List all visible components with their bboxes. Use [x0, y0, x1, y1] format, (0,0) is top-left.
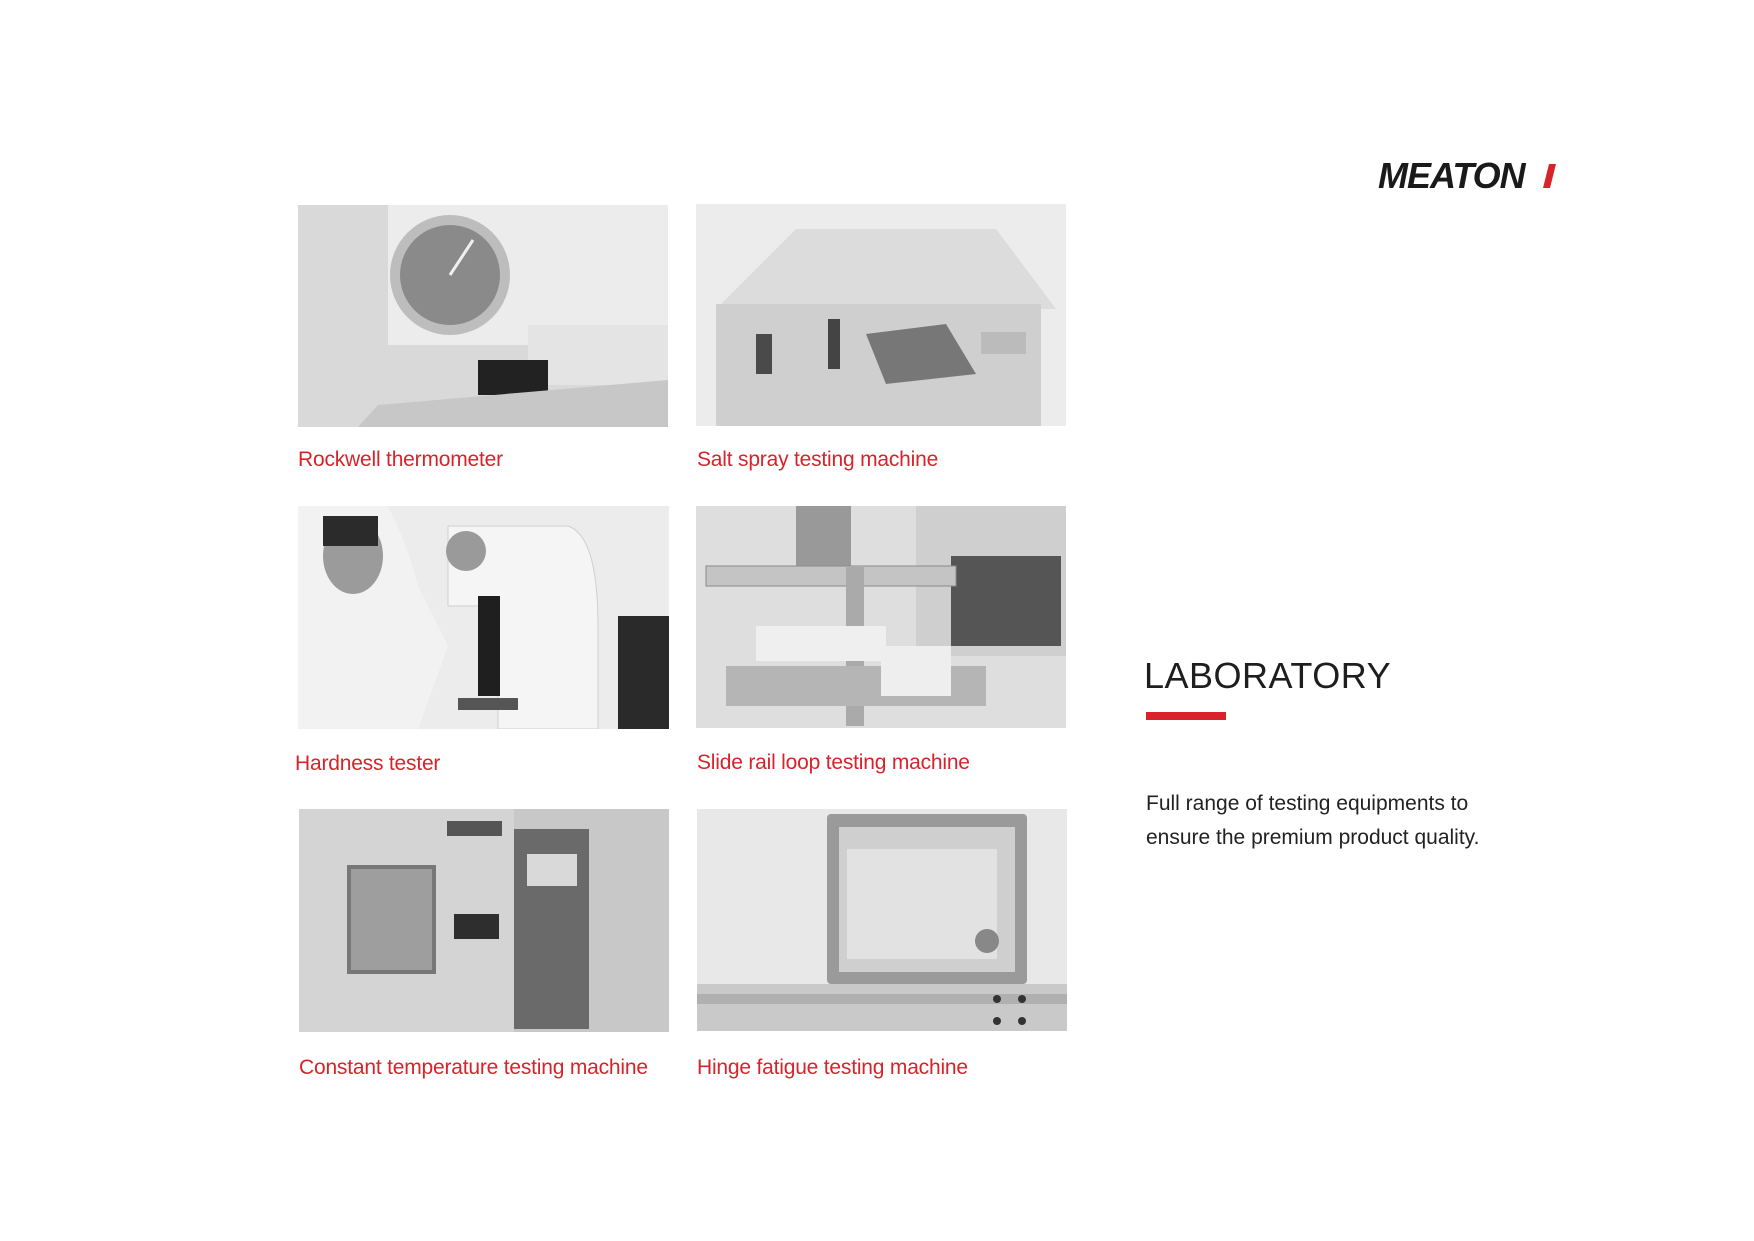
meaton-logo	[1378, 156, 1558, 196]
equipment-caption: Constant temperature testing machine	[299, 1056, 648, 1079]
description-line: Full range of testing equipments to	[1146, 792, 1469, 815]
hardness-tester-photo	[298, 506, 669, 729]
equipment-caption: Rockwell thermometer	[298, 448, 503, 471]
title-underline	[1146, 712, 1226, 720]
section-description	[1146, 787, 1546, 855]
description-line: ensure the premium product quality.	[1146, 826, 1480, 849]
section-title: LABORATORY	[1144, 655, 1392, 696]
slide-rail-machine-photo	[696, 506, 1066, 728]
constant-temperature-machine-photo	[299, 809, 669, 1032]
salt-spray-machine-photo	[696, 204, 1066, 426]
equipment-caption: Hinge fatigue testing machine	[697, 1056, 968, 1079]
svg-text:MEATON: MEATON	[1378, 156, 1525, 196]
equipment-caption: Hardness tester	[295, 752, 441, 775]
equipment-caption: Salt spray testing machine	[697, 448, 939, 471]
equipment-caption: Slide rail loop testing machine	[697, 751, 970, 774]
hinge-fatigue-machine-photo	[697, 809, 1067, 1031]
rockwell-thermometer-photo	[298, 205, 668, 427]
